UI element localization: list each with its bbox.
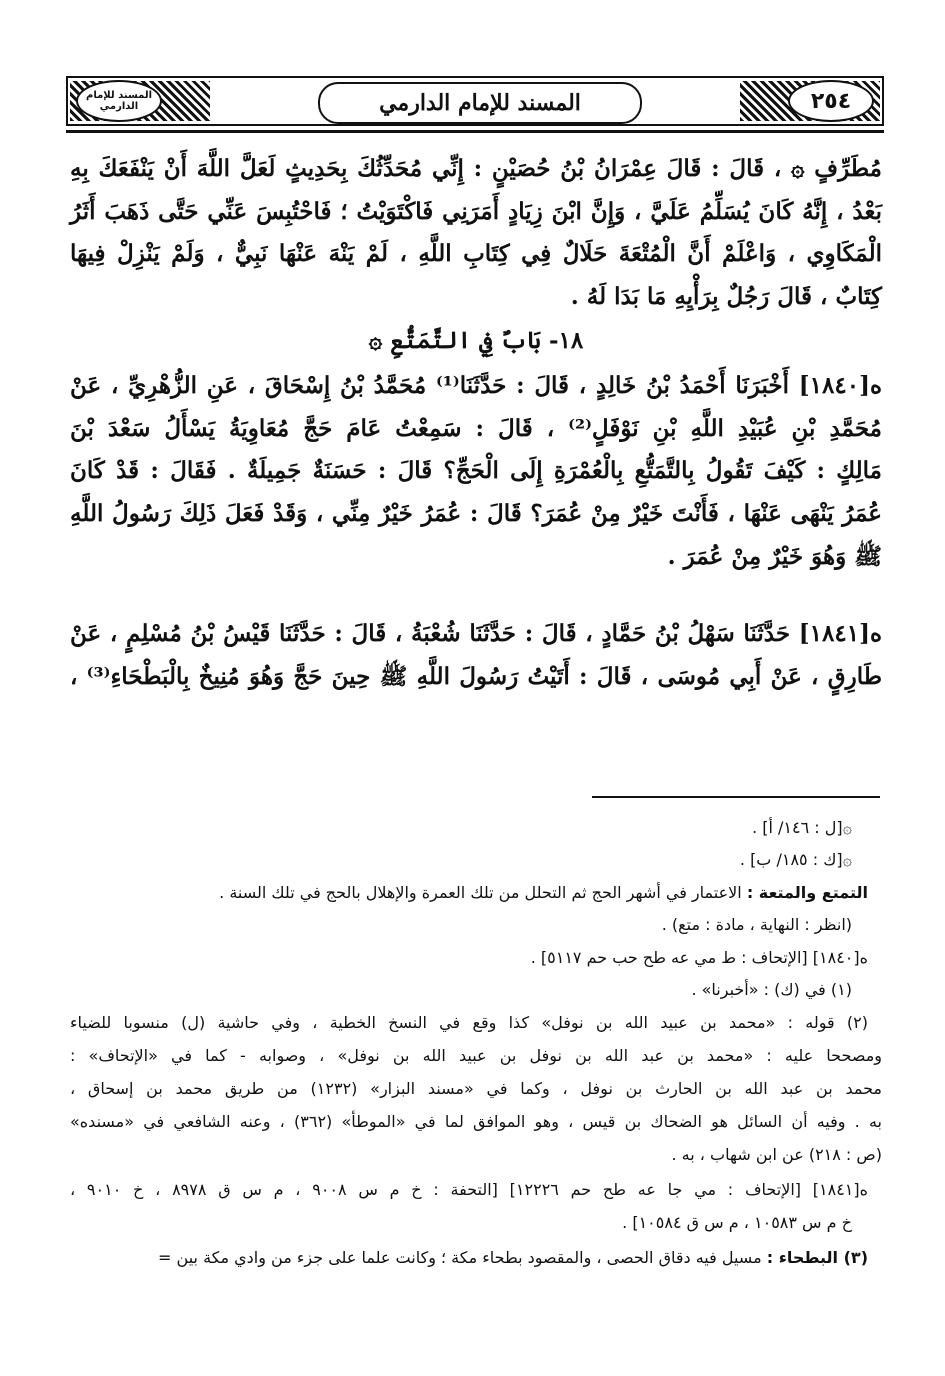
gloss-term: التمتع والمتعة : xyxy=(746,883,868,902)
book-title: المسند للإمام الدارمي xyxy=(379,90,581,116)
page-number: ٢٥٤ xyxy=(810,88,852,114)
gloss-ref: (انظر : النهاية ، مادة : متع) . xyxy=(661,915,852,934)
ref-1840: ه[١٨٤٠] [الإتحاف : ط مي عه طح حب حم ٥١١٧] . xyxy=(530,948,868,967)
folio-mark: ۞[ل : ١٤٦/ أ] . xyxy=(752,818,852,837)
hadith-1840-line: ﷺ وَهُوَ خَيْرٌ مِنْ عُمَرَ . xyxy=(667,543,882,570)
hadith-1841-line: ه[١٨٤١] حَدَّثَنَا سَهْلُ بْنُ حَمَّادٍ ، قَالَ : حَدَّثَنَا شُعْبَةُ ، قَالَ : حَدَّثَنَا قَيْسُ بْنُ مُسْلِمٍ ، عَنْ xyxy=(70,620,882,647)
footnote-1: (١) في (ك) : «أخبرنا» . xyxy=(691,980,852,999)
gloss-note xyxy=(70,883,882,902)
header-rule xyxy=(66,130,884,133)
hadith-1840-line: مَالِكٍ : كَيْفَ تَقُولُ بِالتَّمَتُّعِ بِالْعُمْرَةِ إِلَى الْحَجِّ؟ قَالَ : حَسَنَةٌ جَمِيلَةٌ . فَقَالَ : قَدْ كَانَ xyxy=(70,457,882,484)
footnote-separator xyxy=(592,796,880,798)
text-line: بَعْدُ ، إِنَّهُ كَانَ يُسَلِّمُ عَلَيَّ ، وَإِنَّ ابْنَ زِيَادٍ أَمَرَنِي فَاكْتَوَيْتُ ؛ فَاحْتُبِسَ عَنِّي حَتَّى ذَهَبَ أَثَرُ xyxy=(70,198,882,225)
text-line: الْمَكَاوِي ، وَاعْلَمْ أَنَّ الْمُتْعَةَ حَلَالٌ فِي كِتَابِ اللَّهِ ، لَمْ يَنْهَ عَنْهَا نَبِيٌّ ، وَلَمْ يَنْزِلْ فِيهَا xyxy=(70,240,882,267)
text-line: مُطَرِّفٍ ۞ ، قَالَ : قَالَ عِمْرَانُ بْنُ حُصَيْنٍ : إِنِّي مُحَدِّثُكَ بِحَدِيثٍ لَعَلَّ اللَّهَ أَنْ يَنْفَعَكَ بِهِ xyxy=(70,155,882,182)
chapter-heading: ١٨- بَابٌ فِي التَّمَتُّعِ ۞ xyxy=(368,327,584,354)
page-number-badge xyxy=(788,80,874,122)
footnote-2-line: به . وفيه أن السائل هو الضحاك بن قيس ، وهو الموافق لما في «الموطأ» (٣٦٢) ، وعنه الشافعي في «مسنده» xyxy=(70,1112,882,1131)
footnote-2-line: (٢) قوله : «محمد بن عبيد الله بن نوفل» كذا وقع في النسخ الخطية ، وفي حاشية (ل) منسوبا للضياء xyxy=(70,1013,868,1032)
text-line: كِتَابٌ ، قَالَ رَجُلٌ بِرَأْيِهِ مَا بَدَا لَهُ . xyxy=(570,283,882,310)
footnote-3 xyxy=(70,1248,882,1267)
footnote-2-line: ومصححا عليه : «محمد بن عبد الله بن نوفل بن عبيد الله بن نوفل» ، وصوابه - كما في «الإتحاف» : xyxy=(70,1046,882,1065)
hadith-1840-line: ه[١٨٤٠] أَخْبَرَنَا أَحْمَدُ بْنُ خَالِدٍ ، قَالَ : حَدَّثَنَا⁽¹⁾ مُحَمَّدُ بْنُ إِسْحَاقَ ، عَنِ الزُّهْرِيِّ ، عَنْ xyxy=(70,372,882,399)
footnote-2-line: محمد بن عبد الله بن الحارث بن نوفل ، وكما في «مسند البزار» (١٢٣٢) من طريق محمد بن إسحاق ، xyxy=(70,1079,883,1098)
folio-mark: ۞[ك : ١٨٥/ ب] . xyxy=(739,850,852,869)
hadith-1840-line: عُمَرُ يَنْهَى عَنْهَا ، فَأَنْتَ خَيْرٌ مِنْ عُمَرَ؟ قَالَ : عُمَرُ خَيْرٌ مِنِّي ، وَقَدْ فَعَلَ ذَلِكَ رَسُولُ اللَّهِ xyxy=(70,500,882,527)
footnote-3-text: مسيل فيه دقاق الحصى ، والمقصود بطحاء مكة ؛ وكانت علما على جزء من وادي مكة بين = xyxy=(158,1248,767,1267)
hadith-1840-line: مُحَمَّدِ بْنِ عُبَيْدِ اللَّهِ بْنِ نَوْفَلٍ⁽²⁾ ، قَالَ : سَمِعْتُ عَامَ حَجَّ مُعَاوِيَةُ يَسْأَلُ سَعْدَ بْنَ xyxy=(70,415,882,442)
ref-1841-line: خ م س ١٠٥٨٣ ، م س ق ١٠٥٨٤] . xyxy=(622,1213,852,1232)
page-header xyxy=(66,76,884,126)
hadith-1841-line: طَارِقٍ ، عَنْ أَبِي مُوسَى ، قَالَ : أَتَيْتُ رَسُولَ اللَّهِ ﷺ حِينَ حَجَّ وَهُوَ مُنِيخٌ بِالْبَطْحَاءِ⁽³⁾ ، xyxy=(70,663,883,690)
running-title xyxy=(318,82,642,124)
footnote-3-term: (٣) البطحاء : xyxy=(766,1248,868,1267)
ref-1841-line: ه[١٨٤١] [الإتحاف : مي جا عه طح حم ١٢٢٢٦] [التحفة : خ م س ٩٠٠٨ ، م س ق ٨٩٧٨ ، خ ٩٠١٠ ، xyxy=(70,1180,869,1199)
footnote-2-line: (ص : ٢١٨) عن ابن شهاب ، به . xyxy=(671,1145,882,1164)
gloss-text: الاعتمار في أشهر الحج ثم التحلل من تلك العمرة والإهلال بالحج في تلك السنة . xyxy=(219,883,747,902)
logo-text: المسند للإمام الدارمي xyxy=(85,90,153,112)
logo-seal xyxy=(76,80,162,122)
